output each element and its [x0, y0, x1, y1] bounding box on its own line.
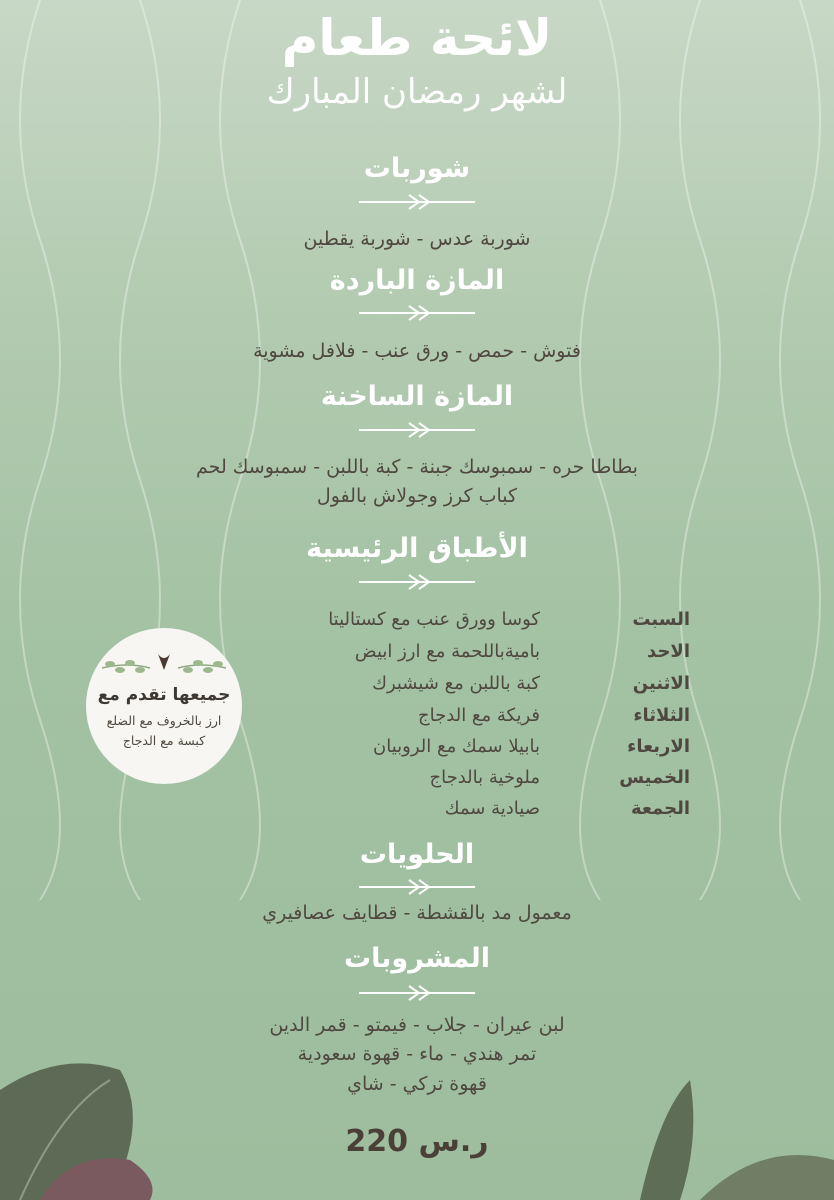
day-label: الاربعاء [627, 736, 690, 757]
hot-mezze-item: كباب كرز وجولاش بالفول [316, 485, 518, 507]
section-heading-soups: شوربات [363, 153, 471, 184]
day-label: الثلاثاء [633, 705, 690, 726]
day-label: السبت [632, 609, 690, 630]
arrow-divider-icon [357, 420, 477, 440]
badge-line: كبسة مع الدجاج [122, 733, 206, 748]
drinks-item: قهوة تركي - شاي [347, 1073, 487, 1095]
served-with-badge [86, 628, 242, 784]
main-day-row [240, 702, 690, 730]
drinks-item: لبن عيران - جلاب - فيمتو - قمر الدين [269, 1014, 565, 1036]
hot-mezze-item: بطاطا حره - سمبوسك جبنة - كبة باللبن - سمبوسك لحم [196, 456, 638, 478]
day-label: الجمعة [630, 798, 690, 819]
menu-title: لائحة طعام [281, 9, 553, 67]
soups-item: شوربة عدس - شوربة يقطين [303, 228, 531, 250]
arrow-divider-icon [357, 877, 477, 897]
arrow-divider-icon [357, 983, 477, 1003]
day-dish: فريكة مع الدجاج [418, 705, 540, 726]
day-label: الاثنين [632, 673, 690, 694]
day-label: الاحد [647, 641, 690, 662]
drinks-item: تمر هندي - ماء - قهوة سعودية [297, 1043, 537, 1065]
day-dish: كوسا وورق عنب مع كستاليتا [328, 609, 540, 630]
cold-mezze-item: فتوش - حمص - ورق عنب - فلافل مشوية [253, 340, 581, 362]
section-heading-main: الأطباق الرئيسية [306, 533, 528, 564]
section-heading-cold-mezze: المازة الباردة [329, 265, 505, 296]
day-dish: ملوخية بالدجاج [429, 767, 540, 788]
day-label: الخميس [619, 767, 690, 788]
arrow-divider-icon [357, 303, 477, 323]
day-dish: باميةباللحمة مع ارز ابيض [354, 641, 540, 662]
price: 220 ر.س [345, 1124, 489, 1159]
arrow-divider-icon [357, 192, 477, 212]
leaf-branch-icon [98, 648, 230, 682]
badge-title: جميعها تقدم مع [97, 685, 231, 705]
desserts-item: معمول مد بالقشطة - قطايف عصافيري [262, 902, 572, 924]
section-heading-hot-mezze: المازة الساخنة [320, 381, 514, 412]
main-day-row [240, 764, 690, 792]
day-dish: بابيلا سمك مع الروبيان [373, 736, 540, 757]
main-day-row [240, 606, 690, 634]
main-day-row [240, 670, 690, 698]
section-heading-desserts: الحلويات [359, 839, 475, 870]
main-day-row [240, 733, 690, 761]
arrow-divider-icon [357, 572, 477, 592]
day-dish: كبة باللبن مع شيشبرك [372, 673, 540, 694]
menu-subtitle: لشهر رمضان المبارك [266, 72, 568, 112]
badge-line: ارز بالخروف مع الضلع [106, 713, 222, 728]
section-heading-drinks: المشروبات [344, 943, 490, 974]
main-day-row [240, 795, 690, 823]
main-day-row [240, 638, 690, 666]
day-dish: صيادية سمك [444, 798, 540, 819]
